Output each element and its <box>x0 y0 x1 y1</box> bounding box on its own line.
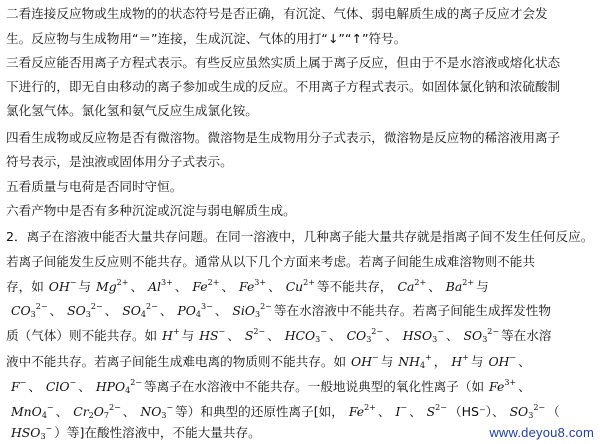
ion-charge: − <box>509 353 517 362</box>
ion-formula <box>96 379 142 394</box>
ion-charge: 2− <box>260 302 272 311</box>
ion-symbol: Cu <box>285 279 304 294</box>
ion-subscript: 4 <box>41 411 47 420</box>
text-run: 、 <box>268 279 281 294</box>
ion-formula <box>398 279 427 294</box>
ion-subscript: 4 <box>195 310 201 319</box>
text-run: 、 <box>104 303 118 318</box>
ion-formula <box>192 279 219 294</box>
text-line <box>6 276 596 298</box>
ion-charge: 2+ <box>116 278 129 287</box>
ion-symbol: S <box>426 404 436 419</box>
ion-formula <box>11 425 52 440</box>
ion-subscript: 4 <box>419 361 426 370</box>
ion-formula <box>286 279 315 294</box>
ion-symbol: NH <box>398 354 420 369</box>
text-run: 、 <box>130 279 144 294</box>
ion-formula <box>239 279 266 294</box>
text-run: 等）和典型的还原性离子[如， <box>175 404 344 419</box>
text-run: （HS⁻）、 <box>448 404 505 419</box>
ion-charge: 2+ <box>414 278 427 287</box>
ion-symbol: NO <box>140 404 162 419</box>
ion-formula <box>398 354 431 369</box>
text-run: ）等]在酸性溶液中，不能大量共存。 <box>54 425 261 440</box>
text-line <box>6 100 596 122</box>
ion-formula <box>427 404 447 419</box>
ion-symbol: SO <box>509 404 529 419</box>
ion-charge: 2+ <box>364 403 376 412</box>
text-line <box>6 127 596 149</box>
ion-formula <box>11 404 54 419</box>
text-run: 等不能共存， <box>316 279 393 294</box>
ion-charge: − <box>218 327 226 336</box>
text-run: 、 <box>377 404 391 419</box>
ion-formula <box>11 303 48 318</box>
ion-formula <box>232 303 272 318</box>
text-run: 与 <box>181 328 195 343</box>
ion-symbol: CO <box>11 303 31 318</box>
ion-formula <box>489 379 516 394</box>
ion-formula <box>96 279 128 294</box>
ion-formula <box>347 328 384 343</box>
text-run: 与 <box>476 279 489 294</box>
ion-subscript: 3 <box>366 335 372 344</box>
text-run: 、 <box>49 303 63 318</box>
text-run: 二看连接反应物或生成物的的状态符号是否正确，有沉淀、气体、弱电解质生成的离子反应才会发 <box>6 6 548 21</box>
site-watermark: www.deyou8.com <box>489 425 594 440</box>
text-run: 、 <box>428 279 441 294</box>
text-line <box>6 226 596 248</box>
ion-formula <box>162 328 180 343</box>
ion-charge: 2− <box>108 403 121 412</box>
ion-formula <box>446 279 474 294</box>
text-run: 与 <box>78 279 92 294</box>
text-run: 、 <box>55 404 69 419</box>
text-run: 与 <box>380 354 394 369</box>
ion-charge: 2− <box>130 378 143 387</box>
text-run: 、 <box>409 404 422 419</box>
ion-formula <box>177 303 212 318</box>
text-line <box>6 52 596 74</box>
ion-charge: − <box>46 403 54 412</box>
text-run: 质（气体）则不能共存。如 <box>6 328 158 343</box>
ion-symbol: Ca <box>397 279 415 294</box>
ion-subscript: 3 <box>85 310 91 319</box>
text-run: 、 <box>227 328 240 343</box>
ion-symbol: CO <box>346 328 367 343</box>
ion-symbol: HPO <box>95 379 126 394</box>
text-run: 、 <box>518 354 531 369</box>
text-run: 三看反应能否用离子方程式表示。有些反应虽然实质上属于离子反应，但由于不是水溶液或熔化状态 <box>6 55 561 70</box>
ion-charge: + <box>425 353 432 362</box>
text-run: 若离子间能发生反应则不能共存。通常从以下几个方面来考虑。若离子间能生成难溶物则不能共 <box>6 254 535 269</box>
ion-subscript: 7 <box>103 411 109 420</box>
ion-charge: − <box>400 403 408 412</box>
text-line <box>6 28 596 50</box>
ion-charge: − <box>45 424 53 433</box>
ion-charge: 3+ <box>504 378 517 387</box>
ion-charge: 2− <box>435 403 447 412</box>
ion-charge: 3+ <box>160 278 173 287</box>
ion-subscript: 3 <box>40 432 46 441</box>
ion-charge: 2− <box>533 403 546 412</box>
ion-symbol: OH <box>488 354 510 369</box>
ion-charge: 2− <box>35 302 48 311</box>
text-line <box>6 200 596 222</box>
text-line <box>6 325 596 347</box>
text-run: 四看生成物或反应物是否有微溶物。微溶物是生成物用分子式表示，微溶物是反应物的稀溶液用离子 <box>6 130 561 145</box>
ion-formula <box>49 279 77 294</box>
ion-charge: − <box>69 378 77 387</box>
ion-formula <box>122 303 158 318</box>
text-run: 氯化氢气体。氯化氢和氨气反应生成氯化铵。 <box>6 103 258 118</box>
ion-symbol: O <box>93 404 104 419</box>
ion-charge: + <box>172 327 180 336</box>
ion-symbol: SO <box>67 303 86 318</box>
ion-charge: − <box>372 353 379 362</box>
ion-symbol: Mg <box>96 279 117 294</box>
ion-charge: − <box>69 278 77 287</box>
ion-symbol: Cr <box>73 404 89 419</box>
text-line <box>6 176 596 198</box>
ion-formula <box>73 404 121 419</box>
ion-charge: − <box>166 403 174 412</box>
ion-formula <box>199 328 225 343</box>
text-run: 等在水溶液中不能共存。若离子间能生成挥发性物 <box>273 303 551 318</box>
ion-symbol: Fe <box>239 279 255 294</box>
ion-symbol: SO <box>122 303 141 318</box>
ion-charge: 2− <box>146 302 158 311</box>
text-run: 六看产物中是否有多种沉淀或沉淀与弱电解质生成。 <box>6 203 296 218</box>
ion-subscript: 3 <box>255 310 261 319</box>
text-line <box>6 151 596 173</box>
text-run: 与 <box>470 354 484 369</box>
ion-symbol: Fe <box>489 379 505 394</box>
text-run: 、 <box>385 328 398 343</box>
ion-formula <box>46 379 76 394</box>
text-run: （ <box>547 404 560 419</box>
ion-symbol: HCO <box>284 328 316 343</box>
ion-charge: 3+ <box>254 278 267 287</box>
ion-symbol: MnO <box>11 404 42 419</box>
ion-formula <box>67 303 103 318</box>
text-line <box>6 376 596 398</box>
ion-formula <box>285 328 327 343</box>
ion-charge: − <box>19 378 27 387</box>
text-run: 、 <box>328 328 342 343</box>
text-run: 、 <box>518 379 531 394</box>
text-run: 五看质量与电荷是否同时守恒。 <box>6 179 183 194</box>
ion-symbol: Al <box>148 279 161 294</box>
ion-subscript: 3 <box>432 335 438 344</box>
ion-symbol: SO <box>463 328 483 343</box>
ion-formula <box>451 354 469 369</box>
ion-charge: 2+ <box>303 278 315 287</box>
text-run: 液中不能共存。若离子间能生成难电离的物质则不能共存。如 <box>6 354 347 369</box>
ion-subscript: 3 <box>315 335 321 344</box>
ion-charge: 2− <box>253 327 266 336</box>
ion-formula <box>510 404 546 419</box>
ion-symbol: OH <box>351 354 372 369</box>
ion-symbol: Fe <box>192 279 208 294</box>
text-run: 存，如 <box>6 279 44 294</box>
ion-subscript: 3 <box>528 411 534 420</box>
text-run: 生。反应物与生成物用“＝”连接，生成沉淀、气体的用打“↓”“↑”符号。 <box>6 31 407 46</box>
ion-formula <box>148 279 173 294</box>
ion-symbol: I <box>395 404 401 419</box>
text-run: 、 <box>28 379 41 394</box>
text-run: 、 <box>221 279 235 294</box>
text-run: 、 <box>214 303 228 318</box>
ion-charge: 2+ <box>462 278 475 287</box>
ion-symbol: Fe <box>348 404 365 419</box>
text-run: 等在水溶 <box>501 328 552 343</box>
ion-charge: − <box>320 327 327 336</box>
text-run: 、 <box>445 328 459 343</box>
ion-subscript: 4 <box>140 310 147 319</box>
ion-charge: + <box>462 353 469 362</box>
ion-symbol: PO <box>177 303 196 318</box>
ion-charge: 2+ <box>207 278 220 287</box>
ion-formula <box>140 404 173 419</box>
ion-formula <box>11 379 26 394</box>
ion-charge: 2− <box>90 302 103 311</box>
text-run: 2．离子在溶液中能否大量共存问题。在同一溶液中，几种离子能大量共存就是指离子间不发生任何反应。 <box>6 229 594 244</box>
ion-symbol: ClO <box>45 379 70 394</box>
text-run: 、 <box>122 404 136 419</box>
text-run: 符号表示，是浊液或固体用分子式表示。 <box>6 154 233 169</box>
ion-formula <box>488 354 516 369</box>
ion-symbol: OH <box>48 279 70 294</box>
ion-charge: − <box>437 327 444 336</box>
ion-symbol: Ba <box>445 279 463 294</box>
ion-charge: 2− <box>487 327 500 336</box>
ion-charge: 2− <box>371 327 384 336</box>
ion-formula <box>395 404 407 419</box>
ion-subscript: 4 <box>125 386 131 395</box>
ion-formula <box>464 328 500 343</box>
ion-symbol: H <box>162 328 173 343</box>
ion-formula <box>403 328 444 343</box>
text-run: 下进行的，即无自由移动的离子参加或生成的反应。不用离子方程式表示。如固体氯化钠和浓硫酸制 <box>6 79 561 94</box>
text-run: ， <box>433 354 447 369</box>
ion-charge: 3− <box>201 302 213 311</box>
ion-subscript: 2 <box>88 411 94 420</box>
text-run: 、 <box>267 328 280 343</box>
ion-symbol: SiO <box>232 303 255 318</box>
ion-symbol: HS <box>199 328 219 343</box>
text-run: 等离子在水溶液中不能共存。一般地说典型的氧化性离子（如 <box>144 379 485 394</box>
ion-symbol: F <box>11 379 20 394</box>
text-line <box>6 300 596 322</box>
ion-formula <box>351 354 379 369</box>
text-run: 、 <box>78 379 91 394</box>
ion-symbol: HSO <box>402 328 433 343</box>
text-run: 、 <box>174 279 188 294</box>
ion-subscript: 3 <box>161 411 167 420</box>
text-line <box>6 351 596 373</box>
text-line <box>6 251 596 273</box>
ion-symbol: HSO <box>11 425 41 440</box>
text-line <box>6 76 596 98</box>
text-run: 、 <box>159 303 173 318</box>
ion-subscript: 3 <box>30 310 36 319</box>
ion-formula <box>245 328 265 343</box>
ion-symbol: S <box>244 328 254 343</box>
ion-subscript: 3 <box>482 335 488 344</box>
text-line <box>6 3 596 25</box>
ion-formula <box>349 404 376 419</box>
text-line <box>6 401 596 423</box>
ion-symbol: H <box>451 354 463 369</box>
